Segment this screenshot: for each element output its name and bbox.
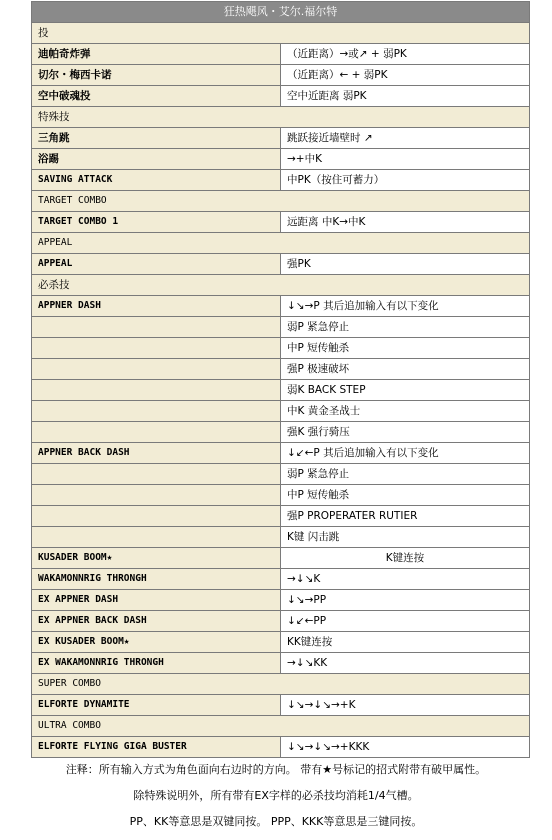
move-row [32, 401, 530, 422]
page-title: 狂热飓风・艾尔.福尔特 [32, 2, 530, 23]
move-input: ↓↘→↓↘→+KKK [281, 737, 530, 758]
move-name [32, 464, 281, 485]
move-name [32, 338, 281, 359]
move-row [32, 212, 530, 233]
move-name [32, 506, 281, 527]
title-row [32, 2, 530, 23]
move-input: 弱P 紧急停止 [281, 464, 530, 485]
move-input: 弱K BACK STEP [281, 380, 530, 401]
move-row [32, 485, 530, 506]
note-line: 注释：所有输入方式为角色面向右边时的方向。 带有★号标记的招式附带有破甲属性。 [65, 763, 487, 776]
note-line: PP、KK等意思是双键同按。 PPP、KKK等意思是三键同按。 [129, 815, 423, 828]
move-name [32, 401, 281, 422]
move-name: 三角跳 [32, 128, 281, 149]
section-heading: TARGET COMBO [32, 191, 530, 212]
move-input: 强PK [281, 254, 530, 275]
move-name: EX APPNER DASH [32, 590, 281, 611]
move-input: →↓↘KK [281, 653, 530, 674]
move-input: （近距离）← + 弱PK [281, 65, 530, 86]
move-name: 迪帕奇炸弹 [32, 44, 281, 65]
move-input: ↓↘→↓↘→+K [281, 695, 530, 716]
move-input: 跳跃接近墙壁时 ↗ [281, 128, 530, 149]
section-header-row [32, 674, 530, 695]
section-heading: 特殊技 [32, 107, 530, 128]
move-row [32, 737, 530, 758]
section-heading: ULTRA COMBO [32, 716, 530, 737]
move-row [32, 590, 530, 611]
move-input: →↓↘K [281, 569, 530, 590]
move-name: TARGET COMBO 1 [32, 212, 281, 233]
move-input: 强K 强行骑压 [281, 422, 530, 443]
move-row [32, 443, 530, 464]
move-name: ELFORTE DYNAMITE [32, 695, 281, 716]
move-input: K键 闪击跳 [281, 527, 530, 548]
move-input: （近距离）→或↗ + 弱PK [281, 44, 530, 65]
move-row [32, 611, 530, 632]
move-row [32, 653, 530, 674]
move-input: KK键连按 [281, 632, 530, 653]
section-header-row [32, 23, 530, 44]
section-heading: 投 [32, 23, 530, 44]
move-input: 空中近距离 弱PK [281, 86, 530, 107]
move-input: 中P 短传触杀 [281, 338, 530, 359]
move-name: EX WAKAMONNRIG THRONGH [32, 653, 281, 674]
move-row [32, 359, 530, 380]
move-input: ↓↘→PP [281, 590, 530, 611]
move-row [32, 149, 530, 170]
move-row [32, 338, 530, 359]
move-name: ELFORTE FLYING GIGA BUSTER [32, 737, 281, 758]
move-input: →+中K [281, 149, 530, 170]
move-row [32, 44, 530, 65]
move-name: APPEAL [32, 254, 281, 275]
move-input: 中PK（按住可蓄力） [281, 170, 530, 191]
move-row [32, 170, 530, 191]
move-name: EX APPNER BACK DASH [32, 611, 281, 632]
move-name [32, 380, 281, 401]
section-header-row [32, 191, 530, 212]
move-name: WAKAMONNRIG THRONGH [32, 569, 281, 590]
move-row [32, 632, 530, 653]
move-input: ↓↙←P 其后追加输入有以下变化 [281, 443, 530, 464]
move-name [32, 527, 281, 548]
move-name: KUSADER BOOM★ [32, 548, 281, 569]
move-row [32, 548, 530, 569]
notes [0, 757, 552, 835]
move-input: ↓↙←PP [281, 611, 530, 632]
move-input: 强P PROPERATER RUTIER [281, 506, 530, 527]
move-name: APPNER DASH [32, 296, 281, 317]
move-row [32, 86, 530, 107]
section-header-row [32, 716, 530, 737]
move-name: 空中破魂投 [32, 86, 281, 107]
move-input: ↓↘→P 其后追加输入有以下变化 [281, 296, 530, 317]
move-row [32, 464, 530, 485]
move-name: 浴踢 [32, 149, 281, 170]
move-input: 中P 短传触杀 [281, 485, 530, 506]
move-row [32, 569, 530, 590]
move-input: 远距离 中K→中K [281, 212, 530, 233]
move-list [31, 1, 530, 758]
section-heading: 必杀技 [32, 275, 530, 296]
move-name [32, 485, 281, 506]
move-input: K键连按 [281, 548, 530, 569]
move-row [32, 695, 530, 716]
move-name: 切尔・梅西卡诺 [32, 65, 281, 86]
move-row [32, 422, 530, 443]
move-row [32, 527, 530, 548]
move-input: 强P 极速破坏 [281, 359, 530, 380]
move-row [32, 65, 530, 86]
section-heading: SUPER COMBO [32, 674, 530, 695]
move-input: 弱P 紧急停止 [281, 317, 530, 338]
move-row [32, 128, 530, 149]
move-name [32, 422, 281, 443]
move-row [32, 254, 530, 275]
move-input: 中K 黄金圣战士 [281, 401, 530, 422]
section-header-row [32, 107, 530, 128]
move-name: SAVING ATTACK [32, 170, 281, 191]
move-row [32, 506, 530, 527]
section-header-row [32, 275, 530, 296]
move-name [32, 359, 281, 380]
move-row [32, 296, 530, 317]
move-name: EX KUSADER BOOM★ [32, 632, 281, 653]
move-table [31, 1, 530, 758]
move-name [32, 317, 281, 338]
move-row [32, 317, 530, 338]
note-line: 除特殊说明外，所有带有EX字样的必杀技均消耗1/4气槽。 [133, 789, 419, 802]
section-header-row [32, 233, 530, 254]
move-name: APPNER BACK DASH [32, 443, 281, 464]
section-heading: APPEAL [32, 233, 530, 254]
move-row [32, 380, 530, 401]
